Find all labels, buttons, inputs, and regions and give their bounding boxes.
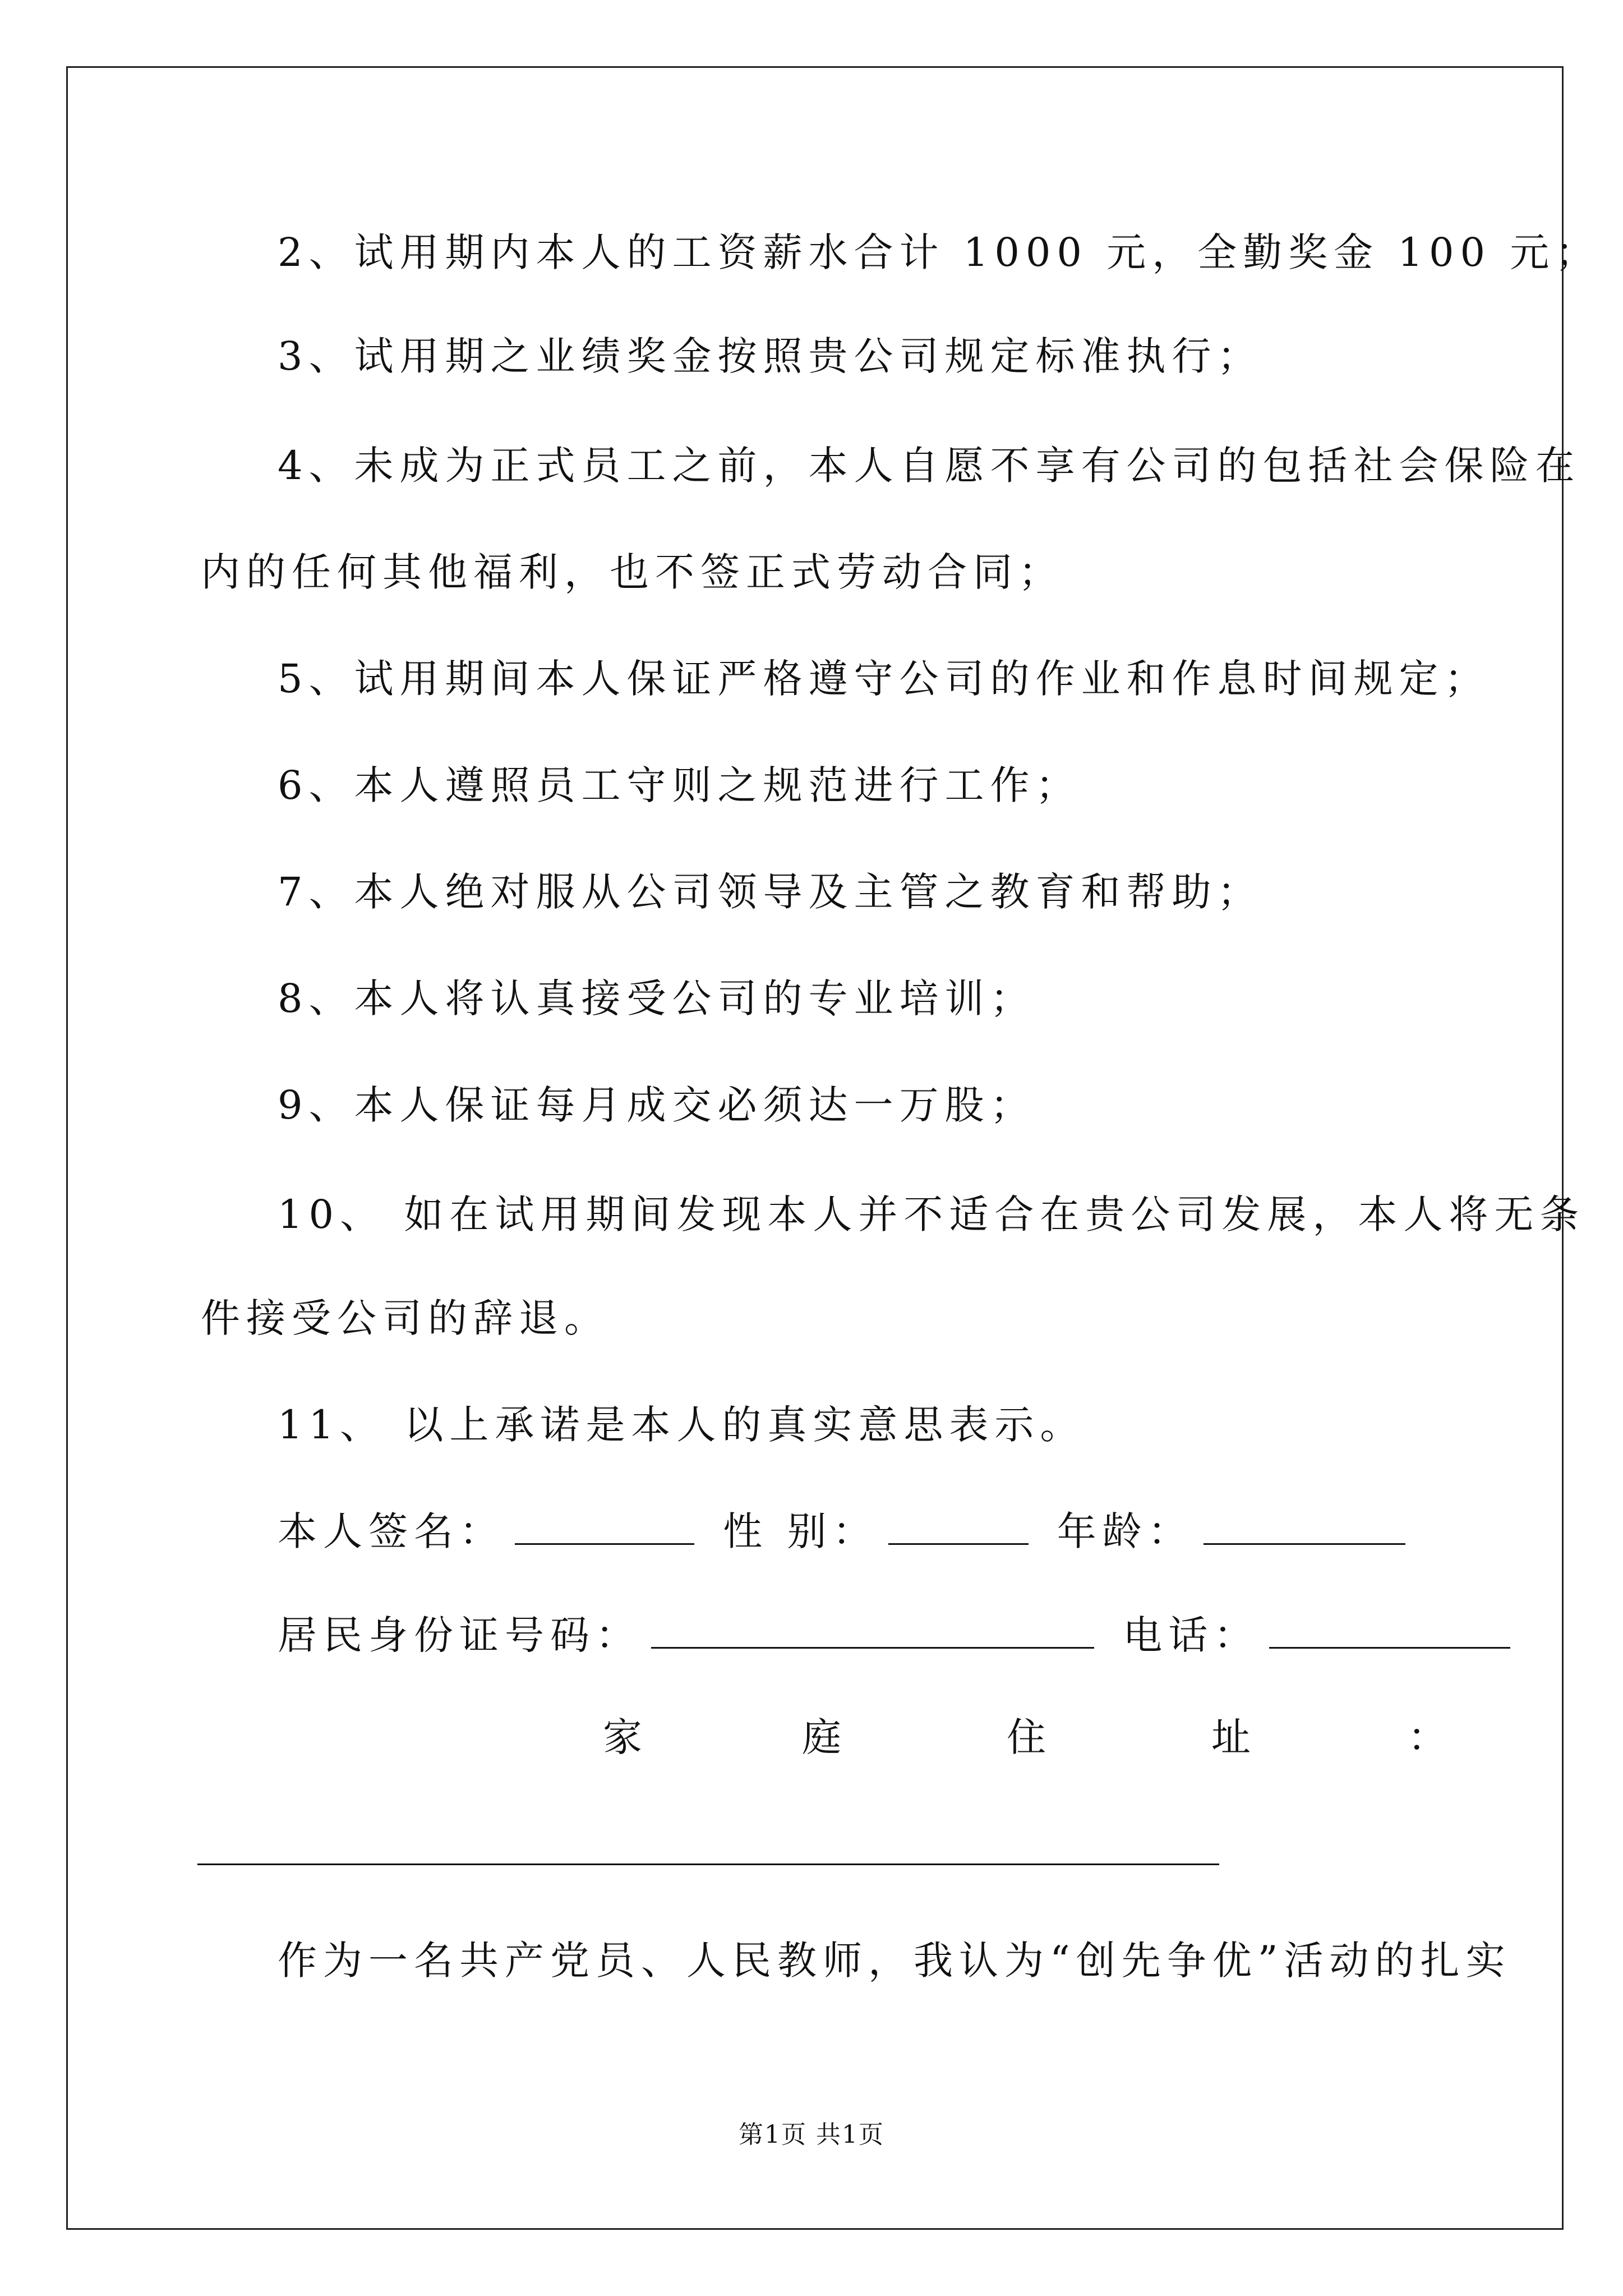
address-char-1: 家 bbox=[603, 1714, 642, 1760]
signature-label: 本人签名： bbox=[278, 1508, 505, 1554]
item-3: 3、试用期之业绩奖金按照贵公司规定标准执行； bbox=[278, 333, 1263, 379]
item-2: 2、试用期内本人的工资薪水合计 1000 元，全勤奖金 100 元； bbox=[278, 229, 1601, 275]
closing-paragraph: 作为一名共产党员、人民教师，我认为“创先争优”活动的扎实 bbox=[278, 1938, 1511, 1984]
item-8: 8、本人将认真接受公司的专业培训； bbox=[278, 976, 1036, 1022]
age-label: 年龄： bbox=[1057, 1508, 1193, 1554]
address-char-2: 庭 bbox=[802, 1714, 841, 1760]
page-footer: 第1页 共1页 bbox=[739, 2120, 884, 2149]
item-4-line-1: 4、未成为正式员工之前，本人自愿不享有公司的包括社会保险在 bbox=[278, 443, 1581, 489]
item-10-line-1: 10、 如在试用期间发现本人并不适合在贵公司发展，本人将无条 bbox=[278, 1191, 1585, 1237]
phone-label: 电话： bbox=[1123, 1612, 1260, 1658]
item-7: 7、本人绝对服从公司领导及主管之教育和帮助； bbox=[278, 869, 1263, 915]
gender-field[interactable] bbox=[888, 1510, 1029, 1545]
form-row-personal bbox=[278, 1506, 1415, 1557]
item-5: 5、试用期间本人保证严格遵守公司的作业和作息时间规定； bbox=[278, 656, 1490, 702]
address-colon: ： bbox=[1408, 1714, 1447, 1760]
item-9: 9、本人保证每月成交必须达一万股； bbox=[278, 1082, 1036, 1128]
item-10-line-2: 件接受公司的辞退。 bbox=[201, 1295, 610, 1341]
page-border bbox=[66, 66, 1564, 2230]
item-11: 11、 以上承诺是本人的真实意思表示。 bbox=[278, 1402, 1086, 1448]
form-row-id bbox=[278, 1610, 1520, 1660]
id-label: 居民身份证号码： bbox=[278, 1612, 641, 1658]
item-4-line-2: 内的任何其他福利，也不签正式劳动合同； bbox=[201, 549, 1064, 595]
age-field[interactable] bbox=[1204, 1510, 1405, 1545]
address-field[interactable] bbox=[197, 1864, 1219, 1865]
signature-field[interactable] bbox=[515, 1510, 694, 1545]
item-6: 6、本人遵照员工守则之规范进行工作； bbox=[278, 762, 1081, 808]
id-field[interactable] bbox=[651, 1613, 1094, 1649]
address-char-4: 址 bbox=[1211, 1714, 1251, 1760]
phone-field[interactable] bbox=[1269, 1613, 1510, 1649]
address-char-3: 住 bbox=[1007, 1714, 1046, 1760]
gender-label: 性 别： bbox=[723, 1508, 878, 1554]
